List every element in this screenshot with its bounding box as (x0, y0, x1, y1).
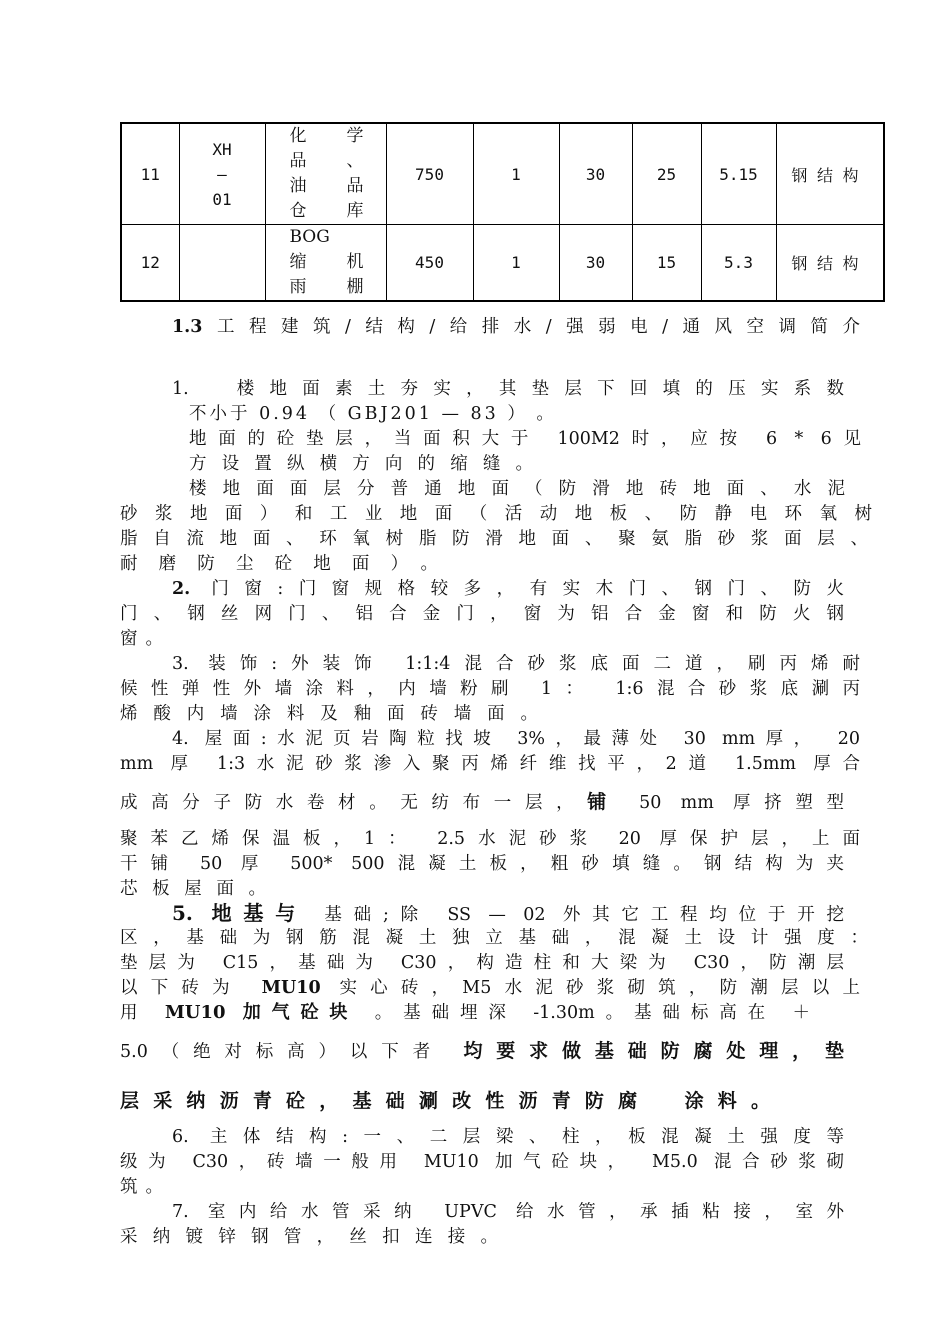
building-name: BOG 缩 机 雨 棚 (265, 225, 386, 302)
text-line: 楼地面面层分普通地面（防滑地砖地面、水泥 (189, 479, 845, 499)
building-name: 化 学 品 、 油 品 仓 库 (265, 123, 386, 225)
building-width: 15 (632, 225, 701, 302)
text-line: 4. 屋面:水泥页岩陶粒找坡 3%，最薄处 30 mm厚， 20 (172, 729, 860, 749)
text-line: 1. 楼地面素土夯实，其垫层下回填的压实系数 (172, 379, 844, 399)
text-line: 2. 门窗:门窗规格较多，有实木门、钢门、防火 (172, 579, 844, 599)
text-line: 脂自流地面、环氧树脂防滑地面、聚氨脂砂浆面层、 (120, 529, 868, 549)
text-line: 不小于 0.94 （ GBJ201 — 83 ） 。 (189, 404, 557, 424)
text-line: 砂浆地面）和工业地面（活动地板、防静电环氧树 (120, 504, 872, 524)
building-structure: 钢结构 (776, 123, 884, 225)
text-line: 区，基础为钢筋混凝土独立基础，混凝土设计强度： (120, 928, 868, 948)
text-line: 采纳镀锌钢管，丝扣连接。 (120, 1227, 498, 1247)
building-height: 5.3 (701, 225, 776, 302)
building-length: 30 (559, 123, 632, 225)
building-height: 5.15 (701, 123, 776, 225)
building-table (120, 122, 885, 302)
text-line: 窗。 (120, 629, 171, 649)
building-structure: 钢结构 (776, 225, 884, 302)
text-line: 5. 地基与 基础;除 SS — 02 外其它工程均位于开挖 (172, 901, 844, 925)
text-line: 聚苯乙烯保温板，1： 2.5水泥砂浆 20 厚保护层，上面 (120, 829, 860, 849)
building-floors: 1 (473, 225, 559, 302)
text-line: 5.0（绝对标高）以下者 均要求做基础防腐处理，垫 (120, 1040, 844, 1062)
text-line: 垫层为 C15，基础为 C30，构造柱和大梁为 C30，防潮层 (120, 953, 844, 973)
text-line: 方设置纵横方向的缩缝。 (189, 454, 533, 474)
text-line: 地面的砼垫层，当面积大于 100M2时，应按 6 * 6见 (189, 429, 861, 449)
row-number: 11 (121, 123, 179, 225)
section-heading: 1.3工程建筑/结构/给排水/强弱电/通风空调简介 (172, 317, 860, 337)
text-line: 用 MU10 加气砼块 。基础埋深 -1.30m。基础标高在 ＋ (120, 1002, 810, 1023)
text-line: 成高分子防水卷材。无纺布一层，铺 50 mm 厚挤塑型 (120, 791, 844, 813)
building-floors: 1 (473, 123, 559, 225)
text-line: 7. 室内给水管采纳 UPVC 给水管，承插粘接，室外 (172, 1202, 844, 1222)
text-line: 烯酸内墙涂料及釉面砖墙面。 (120, 704, 538, 724)
text-line: 级为 C30，砖墙一般用 MU10 加气砼块， M5.0 混合砂浆砌 (120, 1152, 844, 1172)
building-code (179, 225, 265, 302)
table-row (121, 123, 884, 225)
table-row (121, 225, 884, 302)
text-line: 候性弹性外墙涂料，内墙粉刷 1： 1:6混合砂浆底涮丙 (120, 679, 860, 699)
row-number: 12 (121, 225, 179, 302)
text-line: mm 厚 1:3水泥砂浆渗入聚丙烯纤维找平，2道 1.5mm 厚合 (120, 754, 860, 774)
text-line: 干铺 50 厚 500* 500混凝土板，粗砂填缝。钢结构为夹 (120, 854, 844, 874)
text-line: 3. 装饰:外装饰 1:1:4混合砂浆底面二道，刷丙烯耐 (172, 654, 860, 674)
text-line: 芯板屋面。 (120, 879, 266, 899)
text-line: 层采纳沥青砼，基础涮改性沥青防腐 涂料。 (120, 1090, 770, 1112)
building-length: 30 (559, 225, 632, 302)
text-line: 筑。 (120, 1177, 171, 1197)
text-line: 门、钢丝网门、铝合金门，窗为铝合金窗和防火钢 (120, 604, 844, 624)
text-line: 以下砖为 MU10 实心砖，M5水泥砂浆砌筑，防潮层以上 (120, 978, 860, 998)
text-line: 6. 主体结构:一、二层梁、柱，板混凝土强度等 (172, 1127, 844, 1147)
building-area: 450 (386, 225, 473, 302)
building-width: 25 (632, 123, 701, 225)
text-line: 耐磨防尘砼地面）。 (120, 554, 438, 574)
building-code: XH — 01 (179, 123, 265, 225)
building-area: 750 (386, 123, 473, 225)
